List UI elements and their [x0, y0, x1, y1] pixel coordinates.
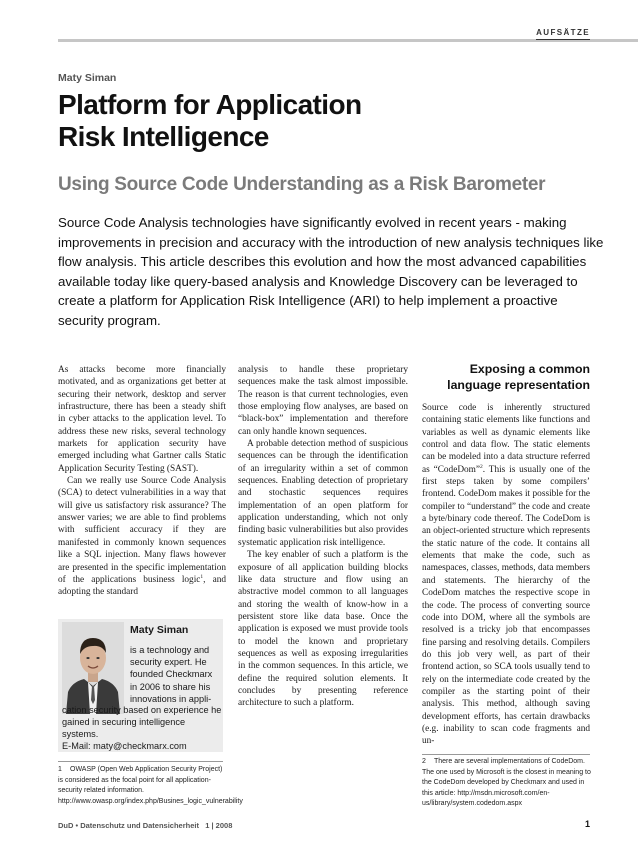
page-number: 1	[584, 819, 590, 829]
text-column-2	[238, 364, 408, 710]
text-column-3	[422, 402, 590, 748]
section-heading	[430, 361, 590, 393]
paragraph	[58, 475, 226, 598]
journal-name: DuD • Datenschutz und Datensicherheit	[58, 821, 199, 830]
heading-line-1: Exposing a common	[469, 362, 590, 376]
section-tag: AUFSÄTZE	[536, 28, 590, 37]
issue-number: 1 | 2008	[205, 821, 233, 830]
paragraph: A probable detection method of suspicious sequences can be through the identification of an irregularity within a set of common sequences. Enabling detection of proprietary and stochastic sequences requires implementation of an open platform for application understanding, which not only finding basic vulnerabilities but also provides systematic application risk intelligence.	[238, 439, 408, 548]
footnote-number: 2	[422, 758, 426, 765]
page-footer	[58, 821, 232, 830]
article-title	[58, 89, 598, 153]
footnote-number: 1	[58, 766, 62, 773]
footnote-rule	[422, 754, 590, 755]
paragraph: analysis to handle these proprietary sequences make the task almost impossible. The reason is that current technologies, even those employing flow analyses, are based on “black-box” implementation and therefore can only handle known sequences.	[238, 365, 408, 437]
article-lead: Source Code Analysis technologies have significantly evolved in recent years - making improvements in precision and accuracy with the introduction of new analysis techniques like flow analysis. This article describes this evolution and how the most advanced capabilities available today like query-based analysis and Knowledge Discovery can be leveraged to create a platform for Application Risk Intelligence (ARI) to help implement a proactive security program.	[58, 215, 604, 328]
footnote-2	[422, 757, 592, 810]
paragraph	[422, 402, 590, 748]
paragraph-text: Can we really use Source Code Analysis (SCA) to detect vulnerabilities in a way that will give us satisfactory risk assurance? The answer varies; we are able to find problems with sufficient accuracy if they are manifested in commonly known sequences like a SQL injection. Many flaws however are presented in the specific implementation of the applications business logic	[58, 476, 226, 585]
paragraph: As attacks become more financially motivated, and as organizations get better at securing their network, desktop and server infrastructure, there has been a steady shift in cyber attacks to the application level. To address these new risks, several technology markets for application security have emerged including what Gartner calls Static Application Security Testing (SAST).	[58, 365, 226, 474]
footnote-1	[58, 765, 243, 807]
footnote-rule	[58, 761, 223, 762]
article-subtitle: Using Source Code Understanding as a Risk Barometer	[58, 174, 546, 195]
bio-name: Maty Siman	[130, 624, 189, 636]
bio-text-continued: cation security based on experience he gained in securing intelligence systems.	[62, 705, 222, 740]
text-column-1	[58, 364, 226, 599]
footnote-text: There are several implementations of CodeDom. The one used by Microsoft is the closest in meaning to the CodeDom developed by Checkmarx and used in this article: http://msdn.microsoft.com/en-us/library/system.codedom.aspx	[422, 758, 591, 808]
paragraph-text: , and adopting the standard	[58, 574, 226, 598]
paragraph-text: Source code is inherently structured containing static elements like functions and variables as well as dynamic elements like control and data flow. The static elements can be modeled into a data structure referred as “CodeDom”	[422, 403, 590, 475]
footnote-ref: 2	[480, 463, 483, 470]
title-line-2: Risk Intelligence	[58, 121, 269, 152]
author-portrait-photo	[62, 622, 124, 714]
heading-line-2: language representation	[447, 378, 590, 392]
portrait-icon	[62, 622, 124, 714]
article-author: Maty Siman	[58, 72, 117, 84]
author-bio-box	[58, 619, 223, 752]
paragraph: The key enabler of such a platform is the exposure of all application building blocks like data structure and flow using an abstractive model common to all languages and storing the wealth of know-how in a persistent store like data base. Once the application is exposed we must provide tools to model the known and proprietary sequences as well as exposing irregularities in the common sequences. In this article, we define the required solution elements. It concludes by presenting reference architecture to such a platform.	[238, 550, 408, 709]
bio-email: E-Mail: maty@checkmarx.com	[62, 741, 187, 751]
footnote-ref: 1	[200, 573, 204, 580]
title-line-1: Platform for Application	[58, 89, 362, 120]
footnote-text: OWASP (Open Web Application Security Project) is considered as the focal point for all application-security related information. http://www.owasp.org/index.php/Busines_logic_vulnerability	[58, 766, 243, 805]
bio-text: is a technology and security expert. He founded Checkmarx in 2006 to share his innovations in appli-	[130, 645, 213, 704]
paragraph-text: . This is usually one of the first steps taken by some compilers’ frontend. CodeDom makes it possible for the compiler to “understand” the code and create a byte/binary code thereof. The CodeDom is an object-oriented structure which represents the static nature of the code. It contains all elements that make the code, such as namespaces, classes, methods, data members and statements. The hierarchy of the CodeDom matches the respective scope in the code. The process of converting source code into DOM, where all the symbols are resolved is a tricky job that encompasses fine parsing and resolving details. Compilers do this job very well, as part of their frontend action, so SCA tools usually tend to rely on the intermediate code created by the compiler as the starting point of their analysis. This method, although saving development efforts, has certain drawbacks (e.g. inability to scan code fragments and un-	[422, 464, 590, 747]
